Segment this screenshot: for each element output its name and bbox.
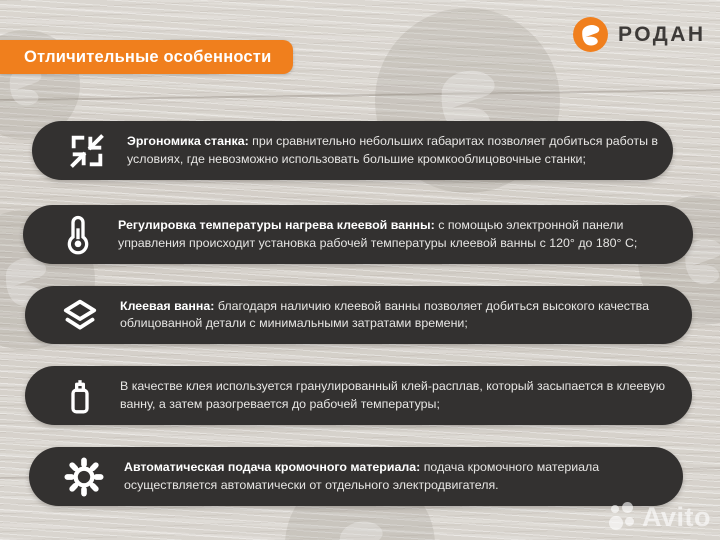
layers-icon [58,293,102,337]
gear-icon [62,455,106,499]
feature-text: Клеевая ванна: благодаря наличию клеевой ванны позволяет добиться высокого качества облицованной детали с минимальными затратами времени; [120,298,650,330]
section-title: Отличительные особенности [24,47,272,66]
feature-text: В качестве клея используется гранулированный клей-расплав, который засыпается в клеевую ванну, а затем разогревается до рабочей температуры; [120,379,666,411]
feature-text: Регулировка температуры нагрева клеевой ванны: с помощью электронной панели управления происходит установка рабочей температуры клеевой ванны с 120° до 180° C; [118,218,638,250]
avito-logo-icon [608,501,638,533]
rodan-swoosh-icon [572,16,609,53]
wood-seam [0,89,720,102]
section-title-banner [0,40,293,74]
feature-text: Эргономика станка: при сравнительно небольших габаритах позволяет добиться работы в условиях, где невозможно использовать большие кромкооблицовочные станки; [127,134,659,166]
avito-watermark [608,501,711,533]
thermometer-icon [56,213,100,257]
brand-logo [572,16,706,53]
feature-card-temperature [23,205,693,264]
feature-text: Автоматическая подача кромочного материала: подача кромочного материала осуществляется автоматически от отдельного электродвигателя. [124,460,600,492]
feature-card-glue-bath [25,286,692,344]
feature-card-auto-feed [29,447,683,506]
brand-name: РОДАН [618,22,706,46]
feature-card-glue-granules [25,366,692,425]
avito-label: Avito [642,501,711,532]
glue-bottle-icon [58,374,102,418]
feature-card-ergonomics [32,121,673,180]
compress-icon [65,129,109,173]
